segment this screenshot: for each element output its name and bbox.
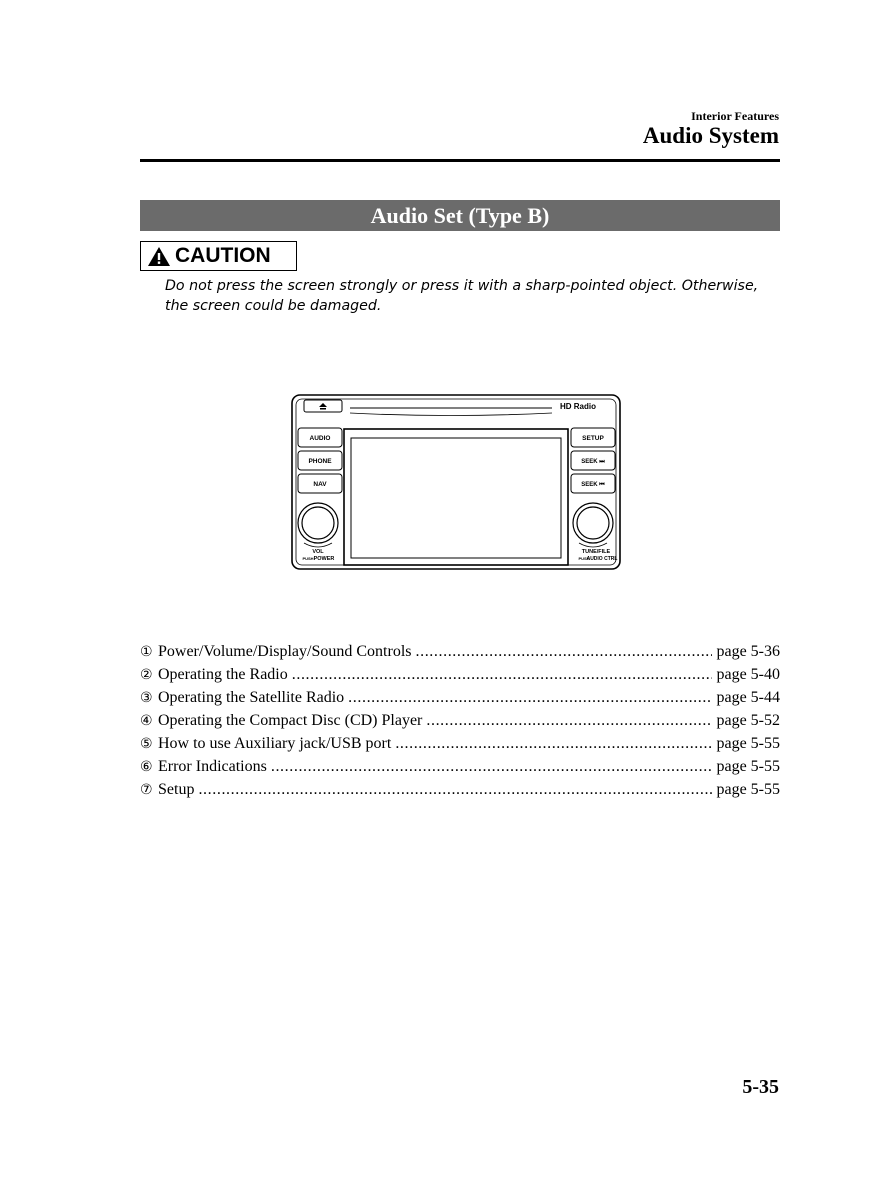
phone-button-label: PHONE	[308, 458, 332, 465]
toc-page: page 5-55	[716, 758, 780, 775]
toc-page: page 5-52	[716, 712, 780, 729]
volume-push-label: PUSH	[302, 556, 314, 561]
toc-leader	[198, 781, 712, 799]
toc-title: Operating the Satellite Radio	[158, 689, 345, 706]
audio-unit-illustration	[290, 393, 622, 571]
volume-knob-label: VOL	[312, 549, 324, 555]
nav-button-label: NAV	[313, 481, 327, 488]
toc-number: ⑤	[140, 736, 153, 752]
toc-leader	[292, 666, 713, 684]
toc-page: page 5-36	[716, 643, 780, 660]
tune-audio-ctrl-label: AUDIO CTRL	[586, 556, 618, 562]
left-button-group	[298, 428, 342, 493]
header-rule	[140, 159, 780, 162]
toc-title: Operating the Radio	[158, 666, 288, 683]
toc-item[interactable]	[140, 689, 780, 712]
page-number: 5-35	[742, 1076, 779, 1098]
seek-back-label: SEEK ⏮	[581, 482, 605, 488]
volume-power-label: POWER	[313, 556, 335, 562]
toc-item[interactable]	[140, 666, 780, 689]
toc-title: Operating the Compact Disc (CD) Player	[158, 712, 423, 729]
toc-item[interactable]	[140, 712, 780, 735]
seek-forward-label: SEEK ⏭	[581, 459, 605, 465]
toc-title: Error Indications	[158, 758, 267, 775]
toc-item[interactable]	[140, 735, 780, 758]
toc-page: page 5-40	[716, 666, 780, 683]
toc-number: ①	[140, 644, 153, 660]
caution-text: Do not press the screen strongly or press it with a sharp-pointed object. Otherwise, the screen could be damaged.	[165, 278, 759, 314]
toc-leader	[271, 758, 713, 776]
caution-box	[140, 241, 297, 271]
audio-button-label: AUDIO	[309, 435, 331, 442]
right-button-group	[571, 428, 615, 493]
toc-page: page 5-55	[716, 735, 780, 752]
tune-push-label: PUSH	[578, 556, 590, 561]
toc-leader	[395, 735, 712, 753]
toc-number: ③	[140, 690, 153, 706]
toc-number: ②	[140, 667, 153, 683]
caution-label: CAUTION	[175, 244, 271, 267]
chapter-title: Audio System	[642, 123, 779, 148]
tune-knob-label: TUNE/FILE	[581, 549, 611, 555]
toc-leader	[348, 689, 712, 707]
toc-number: ⑦	[140, 782, 153, 798]
toc-item[interactable]	[140, 781, 780, 804]
setup-button-label: SETUP	[582, 435, 604, 442]
section-label: Interior Features	[691, 109, 779, 123]
toc-list	[140, 643, 780, 804]
toc-page: page 5-44	[716, 689, 780, 706]
toc-title: Power/Volume/Display/Sound Controls	[158, 643, 412, 660]
toc-item[interactable]	[140, 643, 780, 666]
hd-radio-logo: HD Radio	[560, 402, 596, 411]
toc-leader	[426, 712, 712, 730]
toc-number: ④	[140, 713, 153, 729]
section-title-bar: Audio Set (Type B)	[140, 200, 780, 231]
toc-page: page 5-55	[716, 781, 780, 798]
toc-title: Setup	[158, 781, 195, 798]
toc-number: ⑥	[140, 759, 153, 775]
toc-item[interactable]	[140, 758, 780, 781]
warning-icon	[147, 246, 171, 267]
toc-leader	[416, 643, 713, 661]
toc-title: How to use Auxiliary jack/USB port	[158, 735, 392, 752]
